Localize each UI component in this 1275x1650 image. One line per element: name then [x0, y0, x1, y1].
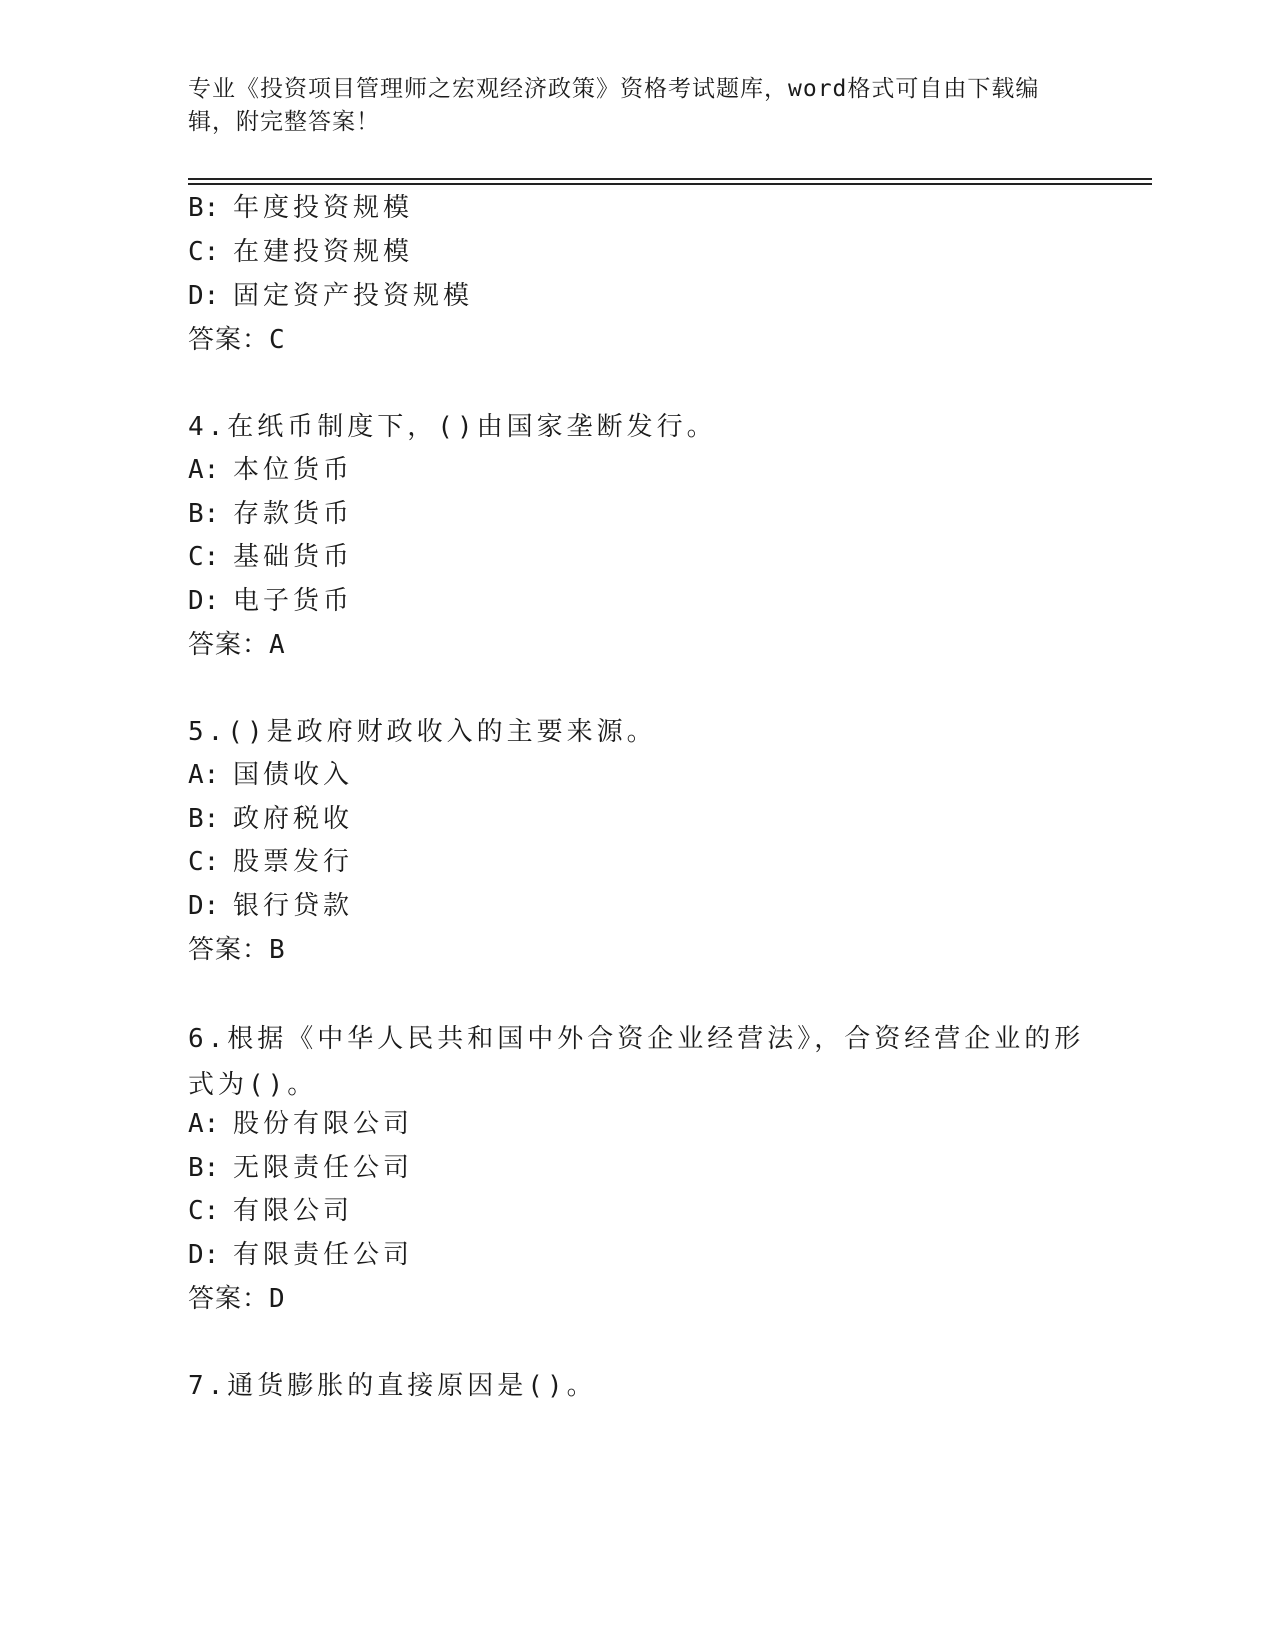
- q6-answer: 答案：D: [188, 1284, 286, 1314]
- q4-option-c: C: 基础货币: [188, 542, 354, 572]
- q5-stem: 5.()是政府财政收入的主要来源。: [188, 717, 657, 747]
- q4-answer: 答案：A: [188, 630, 286, 660]
- q3-answer: 答案：C: [188, 325, 286, 355]
- q5-answer: 答案：B: [188, 935, 286, 965]
- header-divider-top: [188, 178, 1152, 180]
- q7-stem: 7.通货膨胀的直接原因是()。: [188, 1371, 597, 1401]
- q5-option-c: C: 股票发行: [188, 847, 354, 877]
- q6-option-d: D: 有限责任公司: [188, 1240, 414, 1270]
- q6-option-b: B: 无限责任公司: [188, 1153, 414, 1183]
- q4-option-b: B: 存款货币: [188, 499, 354, 529]
- q6-option-a: A: 股份有限公司: [188, 1109, 414, 1139]
- q5-option-d: D: 银行贷款: [188, 891, 354, 921]
- document-intro: 专业《投资项目管理师之宏观经济政策》资格考试题库，word格式可自由下载编辑，附完整答案！: [188, 76, 1040, 135]
- q3-option-c: C: 在建投资规模: [188, 237, 414, 267]
- q3-option-d: D: 固定资产投资规模: [188, 281, 474, 311]
- q3-option-b: B: 年度投资规模: [188, 193, 414, 223]
- q5-option-b: B: 政府税收: [188, 804, 354, 834]
- q5-option-a: A: 国债收入: [188, 760, 354, 790]
- q4-option-d: D: 电子货币: [188, 586, 354, 616]
- q6-stem: 6.根据《中华人民共和国中外合资企业经营法》，合资经营企业的形式为()。: [188, 1024, 1085, 1100]
- q4-stem: 4.在纸币制度下，()由国家垄断发行。: [188, 412, 717, 442]
- q4-option-a: A: 本位货币: [188, 455, 354, 485]
- header-divider-bottom: [188, 183, 1152, 185]
- q6-option-c: C: 有限公司: [188, 1196, 354, 1226]
